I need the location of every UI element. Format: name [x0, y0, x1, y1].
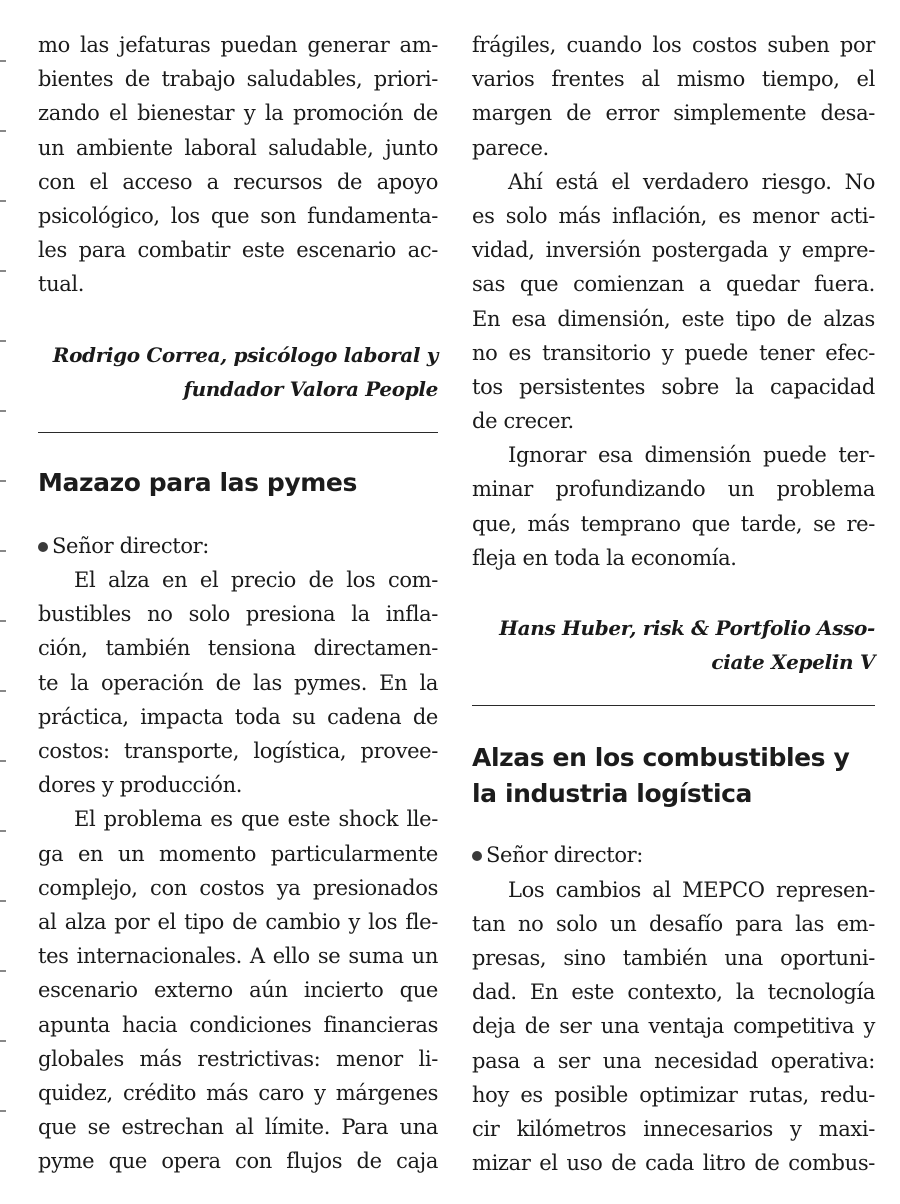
margin-tick [0, 200, 6, 202]
salutation [472, 838, 875, 872]
text-line: un ambiente laboral saludable, junto [38, 135, 438, 160]
bullet-icon [472, 851, 482, 861]
text-line: costos: transporte, logística, provee- [38, 739, 438, 763]
headline-line: Alzas en los combustibles y [472, 743, 850, 773]
text-line: minar profundizando un problema [472, 477, 875, 502]
margin-tick [0, 690, 6, 692]
text-line: Ignorar esa dimensión puede ter- [508, 443, 875, 468]
signature-line: Hans Huber, risk & Portfolio Asso- [499, 616, 875, 640]
signature-1 [38, 338, 438, 406]
text-line: bustibles no solo presiona la infla- [38, 602, 438, 627]
text-line: ción, también tensiona directamen- [38, 636, 438, 661]
margin-tick [0, 760, 6, 762]
text-line: les para combatir este escenario ac- [38, 238, 438, 263]
margin-tick [0, 270, 6, 272]
text-line: zando el bienestar y la promoción de [38, 101, 438, 126]
letter-3-para-1 [472, 873, 875, 1181]
text-line: presas, sino también una oportuni- [472, 945, 875, 970]
left-column [38, 28, 438, 1178]
signature-line: fundador Valora People [183, 376, 438, 401]
margin-tick [0, 130, 6, 132]
text-line: de crecer. [472, 409, 574, 434]
text-line: que, más temprano que tarde, se re- [472, 511, 875, 536]
text-line: frágiles, cuando los costos suben por [472, 33, 875, 57]
text-line: El problema es que este shock lle- [74, 807, 438, 832]
text-line: que se estrechan al límite. Para una [38, 1115, 438, 1140]
salutation [38, 529, 438, 563]
letter-2-para-4 [472, 438, 875, 575]
text-line: vidad, inversión postergada y empre- [472, 238, 875, 263]
signature-2 [472, 611, 875, 679]
text-line: hoy es posible optimizar rutas, redu- [472, 1082, 875, 1107]
headline-mazazo: Mazazo para las pymes [38, 467, 357, 497]
signature-line: ciate Xepelin V [711, 650, 875, 675]
text-line: sas que comienzan a quedar fuera. [472, 272, 875, 297]
margin-tick [0, 550, 6, 552]
signature-line: Rodrigo Correa, psicólogo laboral y [52, 342, 438, 367]
bullet-icon [38, 542, 48, 552]
margin-tick [0, 1040, 6, 1042]
text-line: tos persistentes sobre la capacidad [472, 374, 875, 399]
margin-tick [0, 410, 6, 412]
text-line: tan no solo un desafío para las em- [472, 911, 875, 936]
text-line: te la operación de las pymes. En la [38, 670, 438, 695]
letter-2-para-1 [38, 563, 438, 802]
margin-tick [0, 480, 6, 482]
headline-alzas [472, 740, 875, 812]
letter-2-para-2 [38, 802, 438, 1178]
letter-1-tail [38, 28, 438, 302]
text-line: margen de error simplemente desa- [472, 101, 875, 126]
text-line: pasa a ser una necesidad operativa: [472, 1048, 875, 1073]
text-line: cir kilómetros innecesarios y maxi- [472, 1116, 875, 1141]
text-line: psicológico, los que son fundamenta- [38, 203, 438, 228]
text-line: En esa dimensión, este tipo de alzas [472, 306, 875, 331]
text-line: complejo, con costos ya presionados [38, 875, 438, 900]
headline-line: la industria logística [472, 779, 753, 809]
margin-tick [0, 60, 6, 62]
text-line: Ahí está el verdadero riesgo. No [508, 169, 875, 194]
text-line: deja de ser una ventaja competitiva y [472, 1014, 875, 1039]
text-line: no es transitorio y puede tener efec- [472, 340, 875, 365]
letter-2-para-2-continued [472, 28, 875, 165]
text-line: quidez, crédito más caro y márgenes [38, 1080, 438, 1105]
margin-tick [0, 1110, 6, 1112]
text-line: fleja en toda la economía. [472, 545, 737, 570]
text-line: es solo más inflación, es menor acti- [472, 203, 875, 228]
margin-tick [0, 970, 6, 972]
text-line: globales más restrictivas: menor li- [38, 1046, 438, 1071]
text-line: ga en un momento particularmente [38, 841, 438, 866]
salutation-text: Señor director: [486, 843, 644, 868]
text-line: varios frentes al mismo tiempo, el [472, 67, 875, 92]
text-line: mo las jefaturas puedan generar am- [38, 33, 438, 57]
margin-tick [0, 340, 6, 342]
text-line: Los cambios al MEPCO represen- [508, 877, 875, 902]
text-line: bientes de trabajo saludables, priori- [38, 67, 438, 92]
text-line: dores y producción. [38, 773, 243, 798]
salutation-text: Señor director: [52, 533, 210, 558]
text-line: apunta hacia condiciones financieras [38, 1012, 438, 1037]
text-line: práctica, impacta toda su cadena de [38, 704, 438, 729]
left-margin-ticks [0, 0, 8, 1204]
right-column [472, 28, 875, 1180]
text-line: dad. En este contexto, la tecnología [472, 980, 875, 1005]
margin-tick [0, 900, 6, 902]
text-line: El alza en el precio de los com- [74, 568, 438, 593]
margin-tick [0, 830, 6, 832]
text-line: parece. [472, 135, 549, 160]
text-line: tual. [38, 272, 85, 297]
letter-2-para-3 [472, 165, 875, 439]
text-line: pyme que opera con flujos de caja [38, 1149, 438, 1174]
margin-tick [0, 620, 6, 622]
text-line: con el acceso a recursos de apoyo [38, 169, 438, 194]
text-line: escenario externo aún incierto que [38, 978, 438, 1003]
text-line: tes internacionales. A ello se suma un [38, 944, 438, 969]
text-line: al alza por el tipo de cambio y los fle- [38, 909, 438, 934]
text-line: mizar el uso de cada litro de combus- [472, 1151, 875, 1176]
